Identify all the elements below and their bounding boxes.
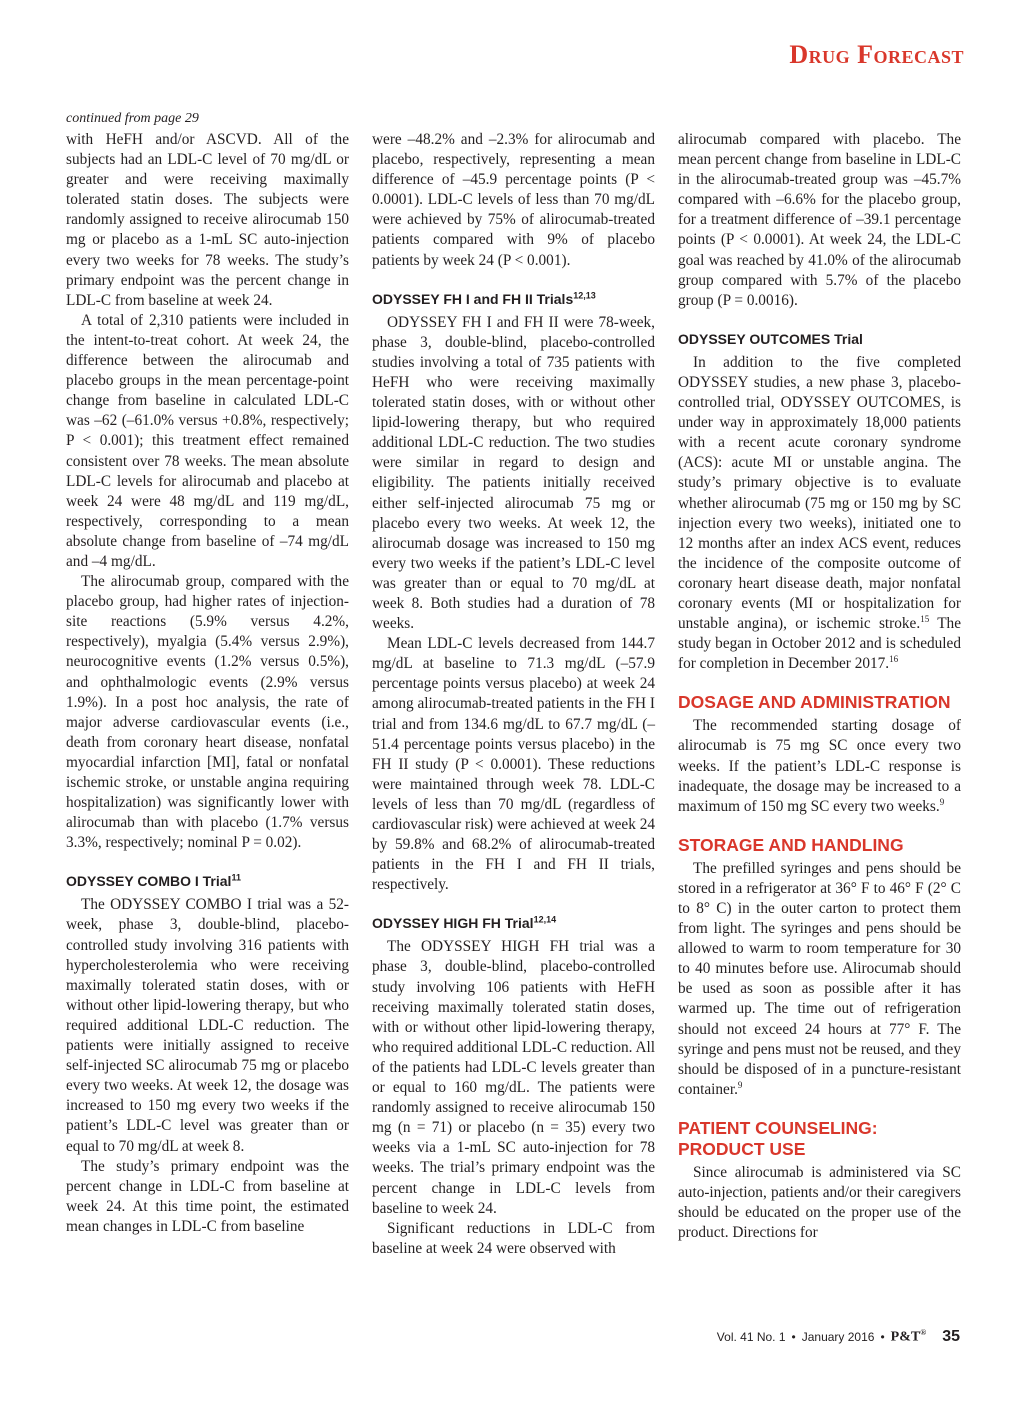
section-heading-dosage: DOSAGE AND ADMINISTRATION [678,692,951,713]
reference: 12,14 [533,914,557,925]
journal-name [891,1328,927,1346]
paragraph: The study’s primary endpoint was the percent change in LDL-C from baseline at week 24. At this time point, the estimated mean changes in LDL-C from baseline [66,1157,349,1235]
paragraph: A total of 2,310 patients were included in the intent-to-treat cohort. At week 24, the difference between the alirocumab and placebo groups in the mean percentage-point change from baseline in calculated LDL-C was –62 (–61.0% versus +0.8%, respectively; P < 0.001); this treatment effect remained consistent over 78 weeks. The mean absolute LDL-C levels for alirocumab and placebo at week 24 were 48 mg/dL and 119 mg/dL, respectively, corresponding to a mean absolute change from baseline of –74 mg/dL and –4 mg/dL. [66,311,349,570]
reference: 15 [920,613,930,624]
paragraph: The ODYSSEY COMBO I trial was a 52-week, phase 3, double-blind, placebo-controlled study involving 316 patients with hypercholesterolemia who were receiving maximally tolerated statin doses, with or without other lipid-lowering therapy, but who required additional LDL-C reduction. The patients were initially assigned to receive self-injected SC alirocumab 75 mg or placebo every two weeks. At week 12, the dosage was increased to 150 mg every two weeks if the patient’s LDL-C level was greater than or equal to 70 mg/dL at week 8. [66,896,349,1155]
paragraph: were –48.2% and –2.3% for alirocumab and placebo, respectively, representing a mean difference of –45.9 percentage points (P < 0.0001). LDL-C levels of less than 70 mg/dL were achieved by 75% of alirocumab-treated patients compared with 9% of placebo patients by week 24 (P < 0.001). [372,131,655,269]
paragraph: alirocumab compared with placebo. The mean percent change from baseline in LDL-C in the alirocumab-treated group was –45.7% compared with –6.6% for the placebo group, for a treatment difference of –39.1 percentage points (P < 0.0001). At week 24, the LDL-C goal was reached by 41.0% of the alirocumab group compared with 5.7% of the placebo group (P = 0.0016). [678,131,961,309]
reference: 9 [939,796,945,807]
issue-date: January 2016 [801,1330,875,1344]
reference: 12,13 [573,290,596,300]
subheading-high-fh [372,913,655,933]
column-1 [66,110,349,1237]
paragraph: Mean LDL-C levels decreased from 144.7 mg/dL at baseline to 71.3 mg/dL (–57.9 percentage points versus placebo) at week 24 among alirocumab-treated patients in the FH I trial and from 134.6 mg/dL to 67.7 mg/dL (–51.4 percentage points versus placebo) in the FH II study (P < 0.0001). These reductions were maintained through week 78. LDL-C levels of less than 70 mg/dL (regardless of cardiovascular risk) were achieved at week 24 by 59.8% and 68.2% of alirocumab-treated patients in the FH I and FH II trials, respectively. [372,635,655,894]
subheading-text: ODYSSEY HIGH FH Trial [372,915,534,932]
paragraph [678,353,961,675]
section-header: Drug Forecast [789,40,964,69]
reference: 16 [889,654,899,665]
paragraph-text: The recommended starting dosage of alirocumab is 75 mg SC once every two weeks. If the patient’s LDL-C response is inadequate, the dosage may be increased to a maximum of 150 mg SC every two weeks. [678,717,961,815]
subheading-text: ODYSSEY COMBO I Trial [66,873,232,890]
subheading-combo-i [66,871,349,891]
heading-line: PRODUCT USE [678,1138,806,1159]
paragraph-text: In addition to the five completed ODYSSEY studies, a new phase 3, placebo-controlled trial, ODYSSEY OUTCOMES, is under way in approximately 18,000 patients with a recent acute coronary syndrome (ACS): acute MI or unstable angina. The study’s primary objective is to evaluate whether alirocumab (75 mg or 150 mg by SC injection every two weeks), initiated one to 12 months after an index ACS event, reduces the incidence of the composite outcome of coronary heart disease death, major nonfatal coronary events (MI or hospitalization for unstable angina), or ischemic stroke. [678,353,961,633]
paragraph: The ODYSSEY HIGH FH trial was a phase 3, double-blind, placebo-controlled study involving 106 patients with HeFH receiving maximally tolerated statin doses, with or without other lipid-lowering therapy, who required additional LDL-C reduction. All of the patients had LDL-C levels greater than or equal to 160 mg/dL. The patients were randomly assigned to receive alirocumab 150 mg (n = 71) or placebo (n = 35) every two weeks via a 1-mL SC auto-injection for 78 weeks. The trial’s primary endpoint was the percent change in LDL-C levels from baseline to week 24. [372,938,655,1217]
section-heading-storage: STORAGE AND HANDLING [678,834,904,855]
separator: • [791,1330,796,1344]
paragraph: Significant reductions in LDL-C from baseline at week 24 were observed with [372,1219,655,1257]
paragraph-text: The study began in October 2012 and is scheduled for completion in December 2017. [678,615,961,673]
column-3 [678,110,961,1243]
page-number: 35 [942,1328,960,1345]
page-footer [717,1328,960,1346]
column-2 [372,110,655,1259]
paragraph [678,716,961,816]
paragraph: Since alirocumab is administered via SC auto-injection, patients and/or their caregivers should be educated on the proper use of the product. Directions for [678,1163,961,1242]
subheading-text: ODYSSEY FH I and FH II Trials [372,290,574,307]
section-heading-counseling [678,1118,961,1160]
paragraph [678,859,961,1100]
volume-info: Vol. 41 No. 1 [716,1330,786,1344]
paragraph: ODYSSEY FH I and FH II were 78-week, phase 3, double-blind, placebo-controlled studies involving a total of 735 patients with HeFH who were receiving maximally tolerated statin doses, with or without other lipid-lowering therapy, but who required additional LDL-C reduction. The two studies were similar in regard to design and eligibility. The patients initially received either self-injected alirocumab 75 mg or placebo every two weeks. At week 12, the alirocumab dosage was increased to 150 mg every two weeks if the patient’s LDL-C level was greater than or equal to 70 mg/dL at week 8. Both studies had a duration of 78 weeks. [372,313,655,633]
journal-text: P&T [890,1330,921,1345]
paragraph-text: The prefilled syringes and pens should be stored in a refrigerator at 36° F to 46° F (2° C to 8° C) in the outer carton to protect them from light. The syringes and pens should be allowed to warm to room temperature for 30 to 40 minutes before use. Alirocumab should be used as soon as possible after it has warmed up. The time out of refrigeration should not exceed 24 hours at 77° F. The syringe and pens must not be reused, and they should be disposed of in a puncture-resistant container. [678,859,961,1098]
reference: 11 [231,872,241,883]
subheading-outcomes: ODYSSEY OUTCOMES Trial [678,330,863,347]
separator: • [880,1330,885,1344]
subheading-fh [372,289,655,309]
registered-mark: ® [920,1328,927,1338]
continued-note: continued from page 29 [66,111,199,126]
heading-line: PATIENT COUNSELING: [678,1117,878,1138]
paragraph: with HeFH and/or ASCVD. All of the subjects had an LDL-C level of 70 mg/dL or greater and were receiving maximally tolerated statin doses. The subjects were randomly assigned to receive alirocumab 150 mg or placebo as a 1-mL SC auto-injection every two weeks for 78 weeks. The study’s primary endpoint was the percent change in LDL-C from baseline at week 24. [66,131,349,309]
reference: 9 [737,1079,743,1090]
paragraph: The alirocumab group, compared with the placebo group, had higher rates of injection-site reactions (5.9% versus 4.2%, respectively), myalgia (5.4% versus 2.9%), neurocognitive events (1.2% versus 0.5%), and ophthalmologic events (2.9% versus 1.9%). In a post hoc analysis, the rate of major adverse cardiovascular events (i.e., death from coronary heart disease, nonfatal myocardial infarction [MI], fatal or nonfatal ischemic stroke, or unstable angina requiring hospitalization) was significantly lower with alirocumab than with placebo (1.7% versus 3.3%, respectively; nominal P = 0.02). [66,573,349,852]
